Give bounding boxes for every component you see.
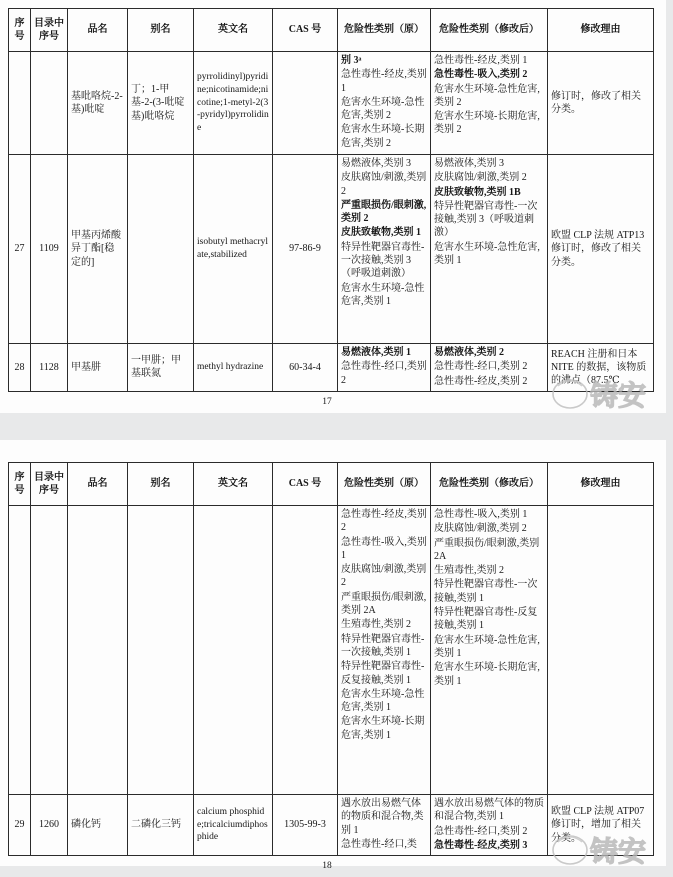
column-header-2: 品名 [68,463,128,506]
cell-catalog-no: 1128 [31,344,68,392]
cell-cas [273,506,338,795]
hazard-line: 遇水放出易燃气体的物质和混合物,类别 1 [341,798,424,836]
cell-name: 甲基丙烯酸异丁酯[稳定的] [68,155,128,344]
hazard-table-page-18 [8,462,654,856]
cell-reason: 欧盟 CLP 法规 ATP07 修订时，增加了相关分类。 [548,795,654,856]
hazard-line: 皮肤腐蚀/刺激,类别 2 [434,172,527,184]
hazard-line: 危害水生环境-急性危害,类别 2 [341,96,425,122]
hazard-line: 危害水生环境-急性危害,类别 1 [341,688,425,714]
hazard-line: 急性毒性-经口,类别 2 [434,825,528,837]
hazard-line: 生殖毒性,类别 2 [434,565,504,577]
hazard-line: 急性毒性-经口,类 [341,838,417,850]
cell-hazard-original [338,52,431,155]
cell-hazard-revised [431,795,548,856]
hazard-line: 特异性靶器官毒性-反复接触,类别 1 [341,661,425,686]
table-row [9,506,654,795]
cell-name [68,506,128,795]
watermark-text: 铸安 [590,837,647,868]
hazard-line: 易燃液体,类别 3 [341,158,411,169]
cell-catalog-no [31,506,68,795]
hazard-line: 危害水生环境-急性危害,类别 1 [434,634,540,659]
document-page-18 [0,440,666,872]
hazard-line: 易燃液体,类别 2 [434,347,504,358]
hazard-line: 急性毒性-经口,类别 2 [434,361,528,373]
hazard-line: 皮肤致敏物,类别 1 [341,227,421,239]
page-number: 18 [322,861,332,872]
column-header-1: 目录中序号 [31,9,68,52]
column-header-7: 危险性类别（修改后） [431,9,548,52]
hazard-line: 遇水放出易燃气体的物质和混合物,类别 1 [434,798,544,823]
column-header-3: 别名 [128,463,194,506]
hazard-line: 危害水生环境-长期危害,类别 2 [434,111,540,136]
hazard-line: 急性毒性-吸入,类别 1 [341,536,427,561]
hazard-line: 皮肤腐蚀/刺激,类别 2 [341,172,427,197]
cell-hazard-original [338,795,431,856]
hazard-line: 皮肤腐蚀/刺激,类别 2 [341,564,427,589]
cell-reason: 修订时，修改了相关分类。 [548,52,654,155]
hazard-line: 危害水生环境-长期危害,类别 1 [434,662,540,687]
cell-hazard-original [338,344,431,392]
page-number: 17 [322,396,332,407]
hazard-line: 特异性靶器官毒性-一次接触,类别 3（呼吸道刺激） [434,200,538,239]
cell-hazard-revised [431,344,548,392]
table-row [9,344,654,392]
cell-no [9,52,31,155]
cell-catalog-no: 1260 [31,795,68,856]
column-header-6: 危险性类别（原） [338,463,431,506]
cell-cas: 60-34-4 [273,344,338,392]
hazard-line: 急性毒性-经口,类别 2 [341,361,427,386]
hazard-line: 急性毒性-经皮,类别 1 [434,55,528,66]
column-header-8: 修改理由 [548,9,654,52]
column-header-4: 英文名 [194,9,273,52]
hazard-line: 急性毒性-吸入,类别 2 [434,69,528,81]
hazard-line: 易燃液体,类别 3 [434,158,504,169]
cell-alias: 二磷化三钙 [128,795,194,856]
hazard-line: 特异性靶器官毒性-一次接触,类别 3（呼吸道刺激） [341,241,425,280]
hazard-line: 特异性靶器官毒性-反复接触,类别 1 [434,607,538,632]
hazard-line: 急性毒性-经皮,类别 1 [341,69,427,94]
column-header-6: 危险性类别（原） [338,9,431,52]
column-header-5: CAS 号 [273,9,338,52]
cell-alias [128,155,194,344]
cell-name: 基吡咯烷-2-基)吡啶 [68,52,128,155]
column-header-0: 序号 [9,9,31,52]
table-row [9,155,654,344]
column-header-0: 序号 [9,463,31,506]
cell-reason [548,506,654,795]
cell-english: pyrrolidinyl)pyridine;nicotinamide;nicotine;1-metyl-2(3-pyridyl)pyrrolidine [194,52,273,155]
cell-hazard-revised [431,52,548,155]
cell-no: 27 [9,155,31,344]
cell-english: methyl hydrazine [194,344,273,392]
cell-alias [128,506,194,795]
cell-no: 28 [9,344,31,392]
hazard-line: 危害水生环境-长期危害,类别 2 [341,124,425,149]
header-row [9,9,654,52]
cell-hazard-original [338,506,431,795]
column-header-8: 修改理由 [548,463,654,506]
hazard-line: 急性毒性-经皮,类别 2 [434,375,528,387]
hazard-line: 危害水生环境-急性危害,类别 2 [434,83,540,108]
hazard-line: 危害水生环境-急性危害,类别 1 [434,241,540,267]
hazard-line: 生殖毒性,类别 2 [341,619,411,631]
cell-cas [273,52,338,155]
cell-hazard-revised [431,506,548,795]
hazard-line: 特异性靶器官毒性-一次接触,类别 1 [434,579,538,604]
cell-english: calcium phosphide;tricalciumdiphosphide [194,795,273,856]
cell-catalog-no: 1109 [31,155,68,344]
column-header-3: 别名 [128,9,194,52]
hazard-line: 皮肤腐蚀/刺激,类别 2 [434,523,527,535]
hazard-line: 急性毒性-经皮,类别 3 [434,839,528,851]
cell-alias: 丁；1-甲基-2-(3-吡啶基)吡咯烷 [128,52,194,155]
hazard-line: 危害水生环境-长期危害,类别 1 [341,716,425,741]
hazard-line: 易燃液体,类别 1 [341,347,411,358]
hazard-line: 别 3ᵃ [341,55,362,66]
header-row [9,463,654,506]
hazard-line: 特异性靶器官毒性-一次接触,类别 1 [341,633,425,658]
cell-reason: REACH 注册和日本 NITE 的数据，该物质的沸点（87.5℃ [548,344,654,392]
cell-no [9,506,31,795]
hazard-line: 急性毒性-经皮,类别 2 [341,509,427,534]
column-header-5: CAS 号 [273,463,338,506]
hazard-line: 危害水生环境-急性危害,类别 1 [341,282,425,307]
column-header-4: 英文名 [194,463,273,506]
hazard-line: 急性毒性-吸入,类别 1 [434,509,528,520]
cell-cas: 97-86-9 [273,155,338,344]
cell-name: 磷化钙 [68,795,128,856]
hazard-table-page-17 [8,8,654,392]
hazard-line: 严重眼损伤/眼刺激,类别 2 [341,199,427,225]
table-row [9,52,654,155]
hazard-line: 严重眼损伤/眼刺激,类别 2A [434,537,540,562]
cell-english: isobutyl methacrylate,stabilized [194,155,273,344]
cell-hazard-revised [431,155,548,344]
cell-name: 甲基肼 [68,344,128,392]
hazard-line: 严重眼损伤/眼刺激,类别 2A [341,591,427,617]
cell-no: 29 [9,795,31,856]
table-row [9,795,654,856]
cell-cas: 1305-99-3 [273,795,338,856]
cell-alias: 一甲肼；甲基联氮 [128,344,194,392]
cell-reason: 欧盟 CLP 法规 ATP13 修订时，修改了相关分类。 [548,155,654,344]
column-header-1: 目录中序号 [31,463,68,506]
cell-catalog-no [31,52,68,155]
cell-english [194,506,273,795]
cell-hazard-original [338,155,431,344]
column-header-7: 危险性类别（修改后） [431,463,548,506]
column-header-2: 品名 [68,9,128,52]
hazard-line: 皮肤致敏物,类别 1B [434,186,521,198]
watermark-text: 铸安 [590,381,647,412]
document-page-17 [0,0,666,413]
